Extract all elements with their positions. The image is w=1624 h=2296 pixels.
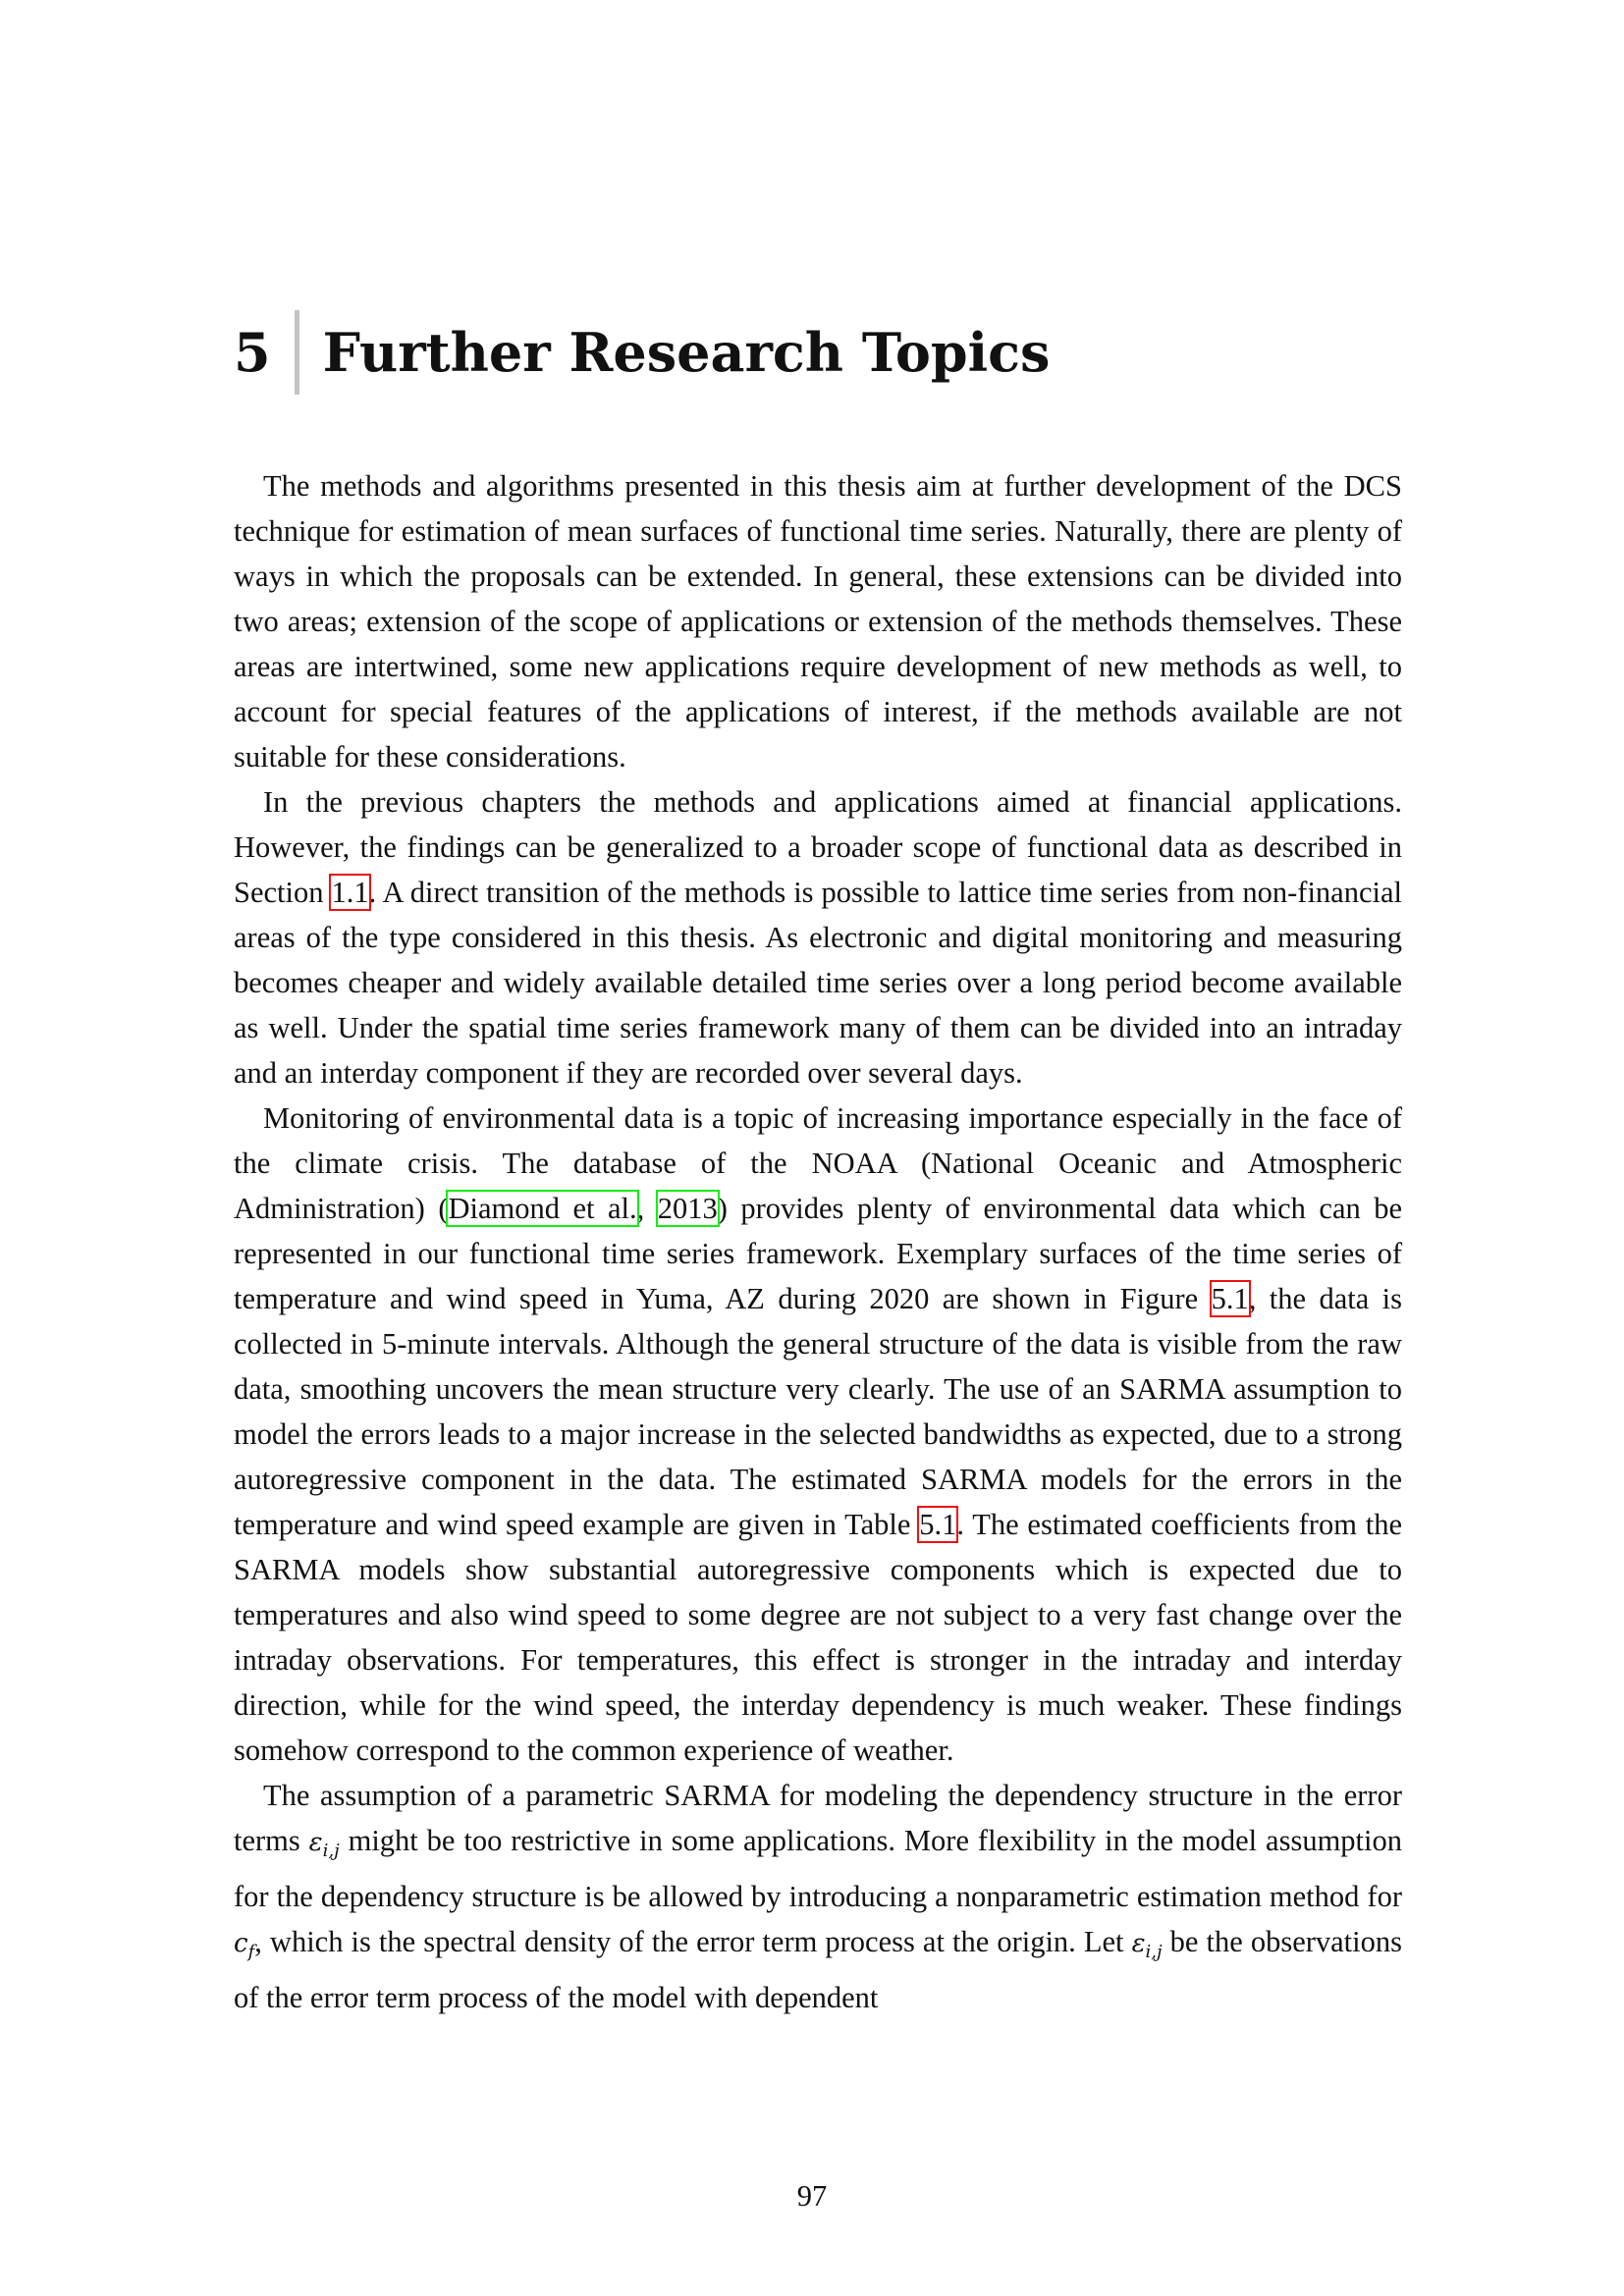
paragraph-3 [234, 1095, 1402, 1773]
paragraph-3-text-b: ) provides plenty of environmental data which can be represented in our functional time series framework. Exemplary surfaces of the time series of temperature and wind speed in Yuma, AZ during 2020 are shown in Figure [234, 1192, 1403, 1315]
paragraph-4-text-a: The assumption of a parametric SARMA for modeling the dependency structure in the error terms [234, 1779, 1402, 1857]
figure-ref-link[interactable]: 5.1 [1211, 1282, 1249, 1315]
paragraph-4 [234, 1773, 1402, 2020]
math-epsilon-subscript-2: i,j [1145, 1942, 1163, 1963]
math-epsilon-ij-2 [1131, 1929, 1163, 1963]
chapter-heading [234, 310, 1050, 395]
paragraph-2-text-b: . A direct transition of the methods is possible to lattice time series from non-financial areas of the type considered in this thesis. As electronic and digital monitoring and measuring becomes cheaper and widely available detailed time series over a long period become available as well. Under the spatial time series framework many of them can be divided into an intraday and an interday component if they are recorded over several days. [234, 876, 1402, 1090]
math-epsilon-subscript: i,j [322, 1841, 340, 1862]
math-c-f [234, 1929, 255, 1963]
section-ref-link[interactable]: 1.1 [331, 876, 369, 909]
citation-separator: , [636, 1192, 658, 1225]
citation-author-link[interactable]: Diamond et al. [448, 1192, 637, 1225]
math-epsilon-ij [308, 1828, 340, 1862]
paragraph-2-text-a: In the previous chapters the methods and applications aimed at financial applications. However, the findings can be generalized to a broader scope of functional data as described in Section [234, 785, 1402, 909]
math-epsilon-symbol-2: ε [1131, 1929, 1146, 1959]
paragraph-3-text-d: . The estimated coefficients from the SARMA models show substantial autoregressive components which is expected due to temperatures and also wind speed to some degree are not subject to a very fast change over the intraday observations. For temperatures, this effect is stronger in the intraday and interday direction, while for the wind speed, the interday dependency is much weaker. These findings somehow correspond to the common experience of weather. [234, 1508, 1402, 1767]
chapter-title: Further Research Topics [322, 321, 1051, 384]
chapter-number: 5 [234, 321, 271, 384]
table-ref-link[interactable]: 5.1 [919, 1508, 957, 1541]
math-c-subscript: f [247, 1942, 255, 1963]
paragraph-4-text-d: be the observations of the error term process of the model with dependent [234, 1925, 1403, 2015]
paragraph-4-text-c: , which is the spectral density of the error term process at the origin. Let [254, 1925, 1132, 1959]
math-c-symbol: c [234, 1929, 248, 1959]
body-text [234, 463, 1402, 2020]
paragraph-1: The methods and algorithms presented in this thesis aim at further development of the DCS technique for estimation of mean surfaces of functional time series. Naturally, there are plenty of ways in which the proposals can be extended. In general, these extensions can be divided into two areas; extension of the scope of applications or extension of the methods themselves. These areas are intertwined, some new applications require development of new methods as well, to account for special features of the applications of interest, if the methods available are not suitable for these considerations. [234, 469, 1402, 774]
paragraph-2 [234, 779, 1402, 1095]
paragraph-4-text-b: might be too restrictive in some applications. More flexibility in the model assumption for the dependency structure is be allowed by introducing a nonparametric estimation method for [234, 1824, 1402, 1914]
page-number: 97 [796, 2179, 828, 2213]
paragraph-3-text-a: Monitoring of environmental data is a topic of increasing importance especially in the face of the climate crisis. The database of the NOAA (National Oceanic and Atmospheric Administration) ( [234, 1101, 1402, 1225]
math-epsilon-symbol: ε [308, 1828, 323, 1857]
citation-year-link[interactable]: 2013 [657, 1192, 718, 1225]
paragraph-3-text-c: , the data is collected in 5-minute intervals. Although the general structure of the data is visible from the raw data, smoothing uncovers the mean structure very clearly. The use of an SARMA assumption to model the errors leads to a major increase in the selected bandwidths as expected, due to a strong autoregressive component in the data. The estimated SARMA models for the errors in the temperature and wind speed example are given in Table [234, 1282, 1402, 1541]
